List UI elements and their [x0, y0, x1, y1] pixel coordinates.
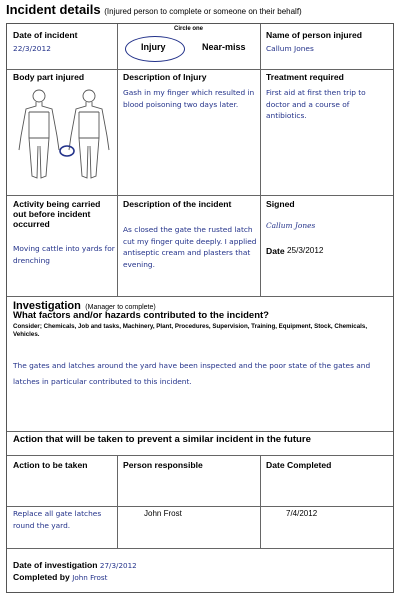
option-near-miss[interactable]: Near-miss	[202, 42, 246, 52]
action-row-date[interactable]: 7/4/2012	[286, 509, 318, 518]
treatment-required-label: Treatment required	[266, 72, 344, 82]
col-person-responsible: Person responsible	[123, 460, 203, 470]
column-divider	[117, 24, 118, 296]
signed-date-value[interactable]: 25/3/2012	[287, 246, 324, 255]
completed-by-row	[13, 572, 108, 583]
signed-label: Signed	[266, 199, 295, 209]
row-divider	[7, 455, 393, 456]
investigation-date-label: Date of investigation	[13, 560, 98, 570]
circle-one-hint: Circle one	[174, 26, 204, 32]
column-divider	[117, 455, 118, 548]
investigation-note: (Manager to complete)	[85, 304, 156, 311]
activity-label: Activity being carried out before incident occurred	[13, 199, 101, 229]
body-diagram-icon	[13, 86, 113, 186]
form-title-text: Incident details	[6, 2, 101, 17]
completed-by-value[interactable]: John Frost	[72, 573, 108, 582]
column-divider	[260, 24, 261, 296]
factors-question: What factors and/or hazards contributed to the incident?	[13, 310, 269, 321]
investigation-date-value[interactable]: 27/3/2012	[99, 561, 137, 570]
form-subtitle: (Injured person to complete or someone on their behalf)	[104, 7, 302, 16]
body-part-label: Body part injured	[13, 72, 85, 82]
row-divider	[7, 431, 393, 432]
investigation-title: Investigation	[13, 300, 81, 312]
name-of-person-label: Name of person injured	[266, 30, 362, 40]
row-divider	[7, 195, 393, 196]
activity-value[interactable]: Moving cattle into yards for drenching	[13, 244, 115, 265]
description-of-incident-label: Description of the incident	[123, 199, 232, 209]
completed-by-label: Completed by	[13, 572, 70, 582]
investigation-date-row	[13, 560, 137, 571]
factors-consider-list: Consider; Chemicals, Job and tasks, Machinery, Plant, Procedures, Supervision, Training, Equipment, Stock, Chemicals, Vehicles.	[13, 323, 368, 338]
col-date-completed: Date Completed	[266, 460, 332, 470]
option-injury[interactable]: Injury	[141, 42, 166, 52]
action-row-action[interactable]: Replace all gate latches round the yard.	[13, 509, 102, 530]
row-divider	[7, 506, 393, 507]
name-of-person-value[interactable]: Callum Jones	[266, 44, 314, 53]
col-action-to-be-taken: Action to be taken	[13, 460, 88, 470]
signed-date-label: Date	[266, 246, 285, 256]
column-divider	[260, 455, 261, 548]
description-of-injury-label: Description of Injury	[123, 72, 207, 82]
description-of-incident-value[interactable]: As closed the gate the rusted latch cut my finger quite deeply. I applied antiseptic cream and plasters that evening.	[123, 225, 257, 269]
incident-form	[6, 23, 394, 593]
signature[interactable]: Callum Jones	[266, 221, 316, 230]
row-divider	[7, 548, 393, 549]
investigation-findings[interactable]: The gates and latches around the yard have been inspected and the poor state of the gates and latches in particular contributed to this incident.	[13, 361, 371, 386]
injury-marker-circle	[60, 146, 74, 156]
treatment-required-value[interactable]: First aid at first then trip to doctor and a course of antibiotics.	[266, 88, 366, 120]
action-heading: Action that will be taken to prevent a similar incident in the future	[13, 434, 311, 445]
date-of-incident-label: Date of incident	[13, 30, 78, 40]
form-title	[6, 2, 302, 17]
action-row-person[interactable]: John Frost	[144, 509, 182, 518]
description-of-injury-value[interactable]: Gash in my finger which resulted in blood poisoning two days later.	[123, 88, 255, 109]
date-of-incident-value[interactable]: 22/3/2012	[13, 44, 51, 53]
row-divider	[7, 69, 393, 70]
